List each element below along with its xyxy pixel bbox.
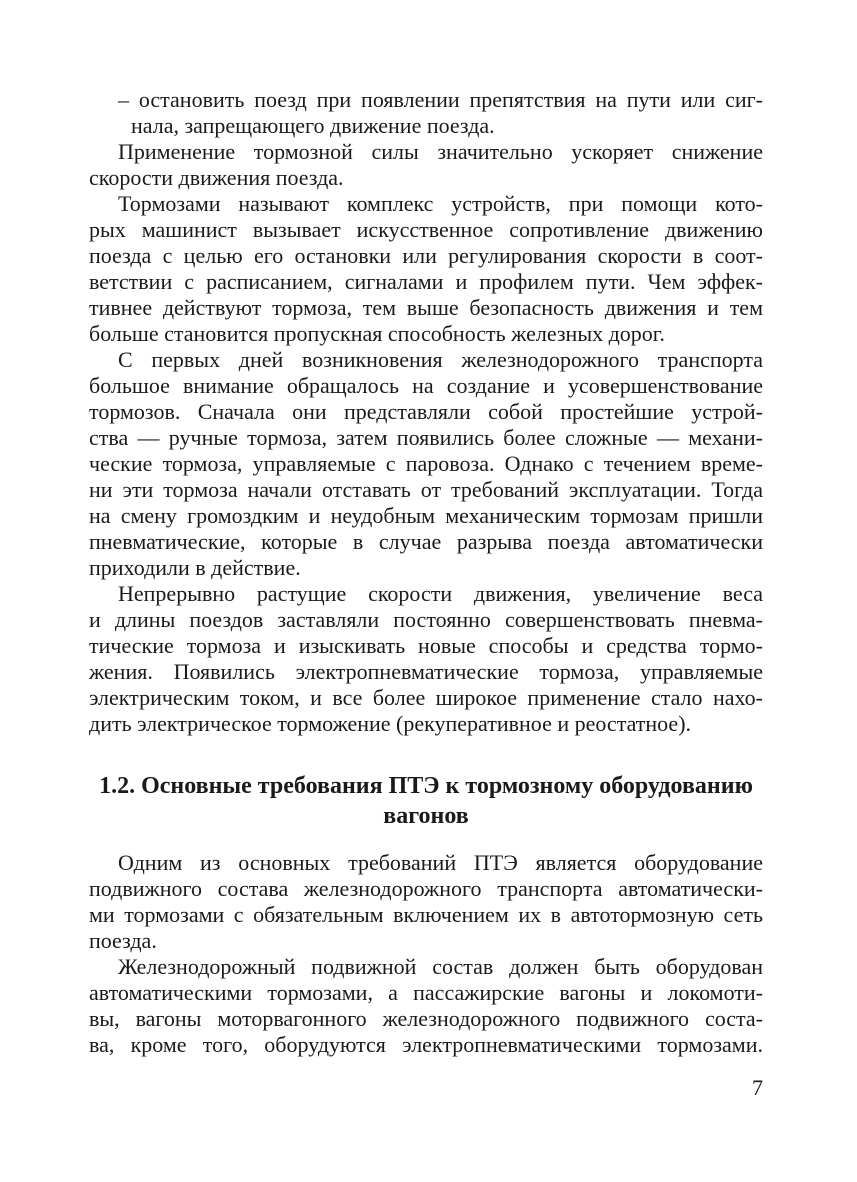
text-line: ветствии с расписанием, сигналами и профилем пути. Чем эффек- [89, 269, 763, 294]
text-line: тивнее действуют тормоза, тем выше безопасность движения и тем [89, 295, 763, 320]
section-heading [89, 771, 763, 831]
text-line: С первых дней возникновения железнодорожного транспорта [118, 347, 763, 372]
text-line: дить электрическое торможение (рекуперативное и реостатное). [89, 711, 692, 736]
text-line: больше становится пропускная способность железных дорог. [89, 321, 665, 346]
text-line: Тормозами называют комплекс устройств, при помощи кото- [118, 191, 763, 216]
text-block-requirements [89, 850, 763, 1058]
text-line: тические тормоза и изыскивать новые способы и средства тормо- [89, 633, 763, 658]
text-line: и длины поездов заставляли постоянно совершенствовать пневма- [89, 607, 763, 632]
section-heading-line: вагонов [383, 803, 469, 829]
text-line: тормозов. Сначала они представляли собой простейшие устрой- [89, 399, 763, 424]
text-line: подвижного состава железнодорожного транспорта автоматически- [89, 876, 763, 901]
text-line: нала, запрещающего движение поезда. [131, 113, 495, 138]
text-line: ва, кроме того, оборудуются электропневматическими тормозами. [89, 1032, 763, 1057]
text-block-intro [89, 87, 763, 737]
text-line: скорости движения поезда. [89, 165, 344, 190]
text-line: Железнодорожный подвижной состав должен быть оборудован [118, 954, 763, 979]
text-line: вы, вагоны моторвагонного железнодорожного подвижного соста- [89, 1006, 763, 1031]
text-line: Непрерывно растущие скорости движения, увеличение веса [118, 581, 763, 606]
text-line: большое внимание обращалось на создание и усовершенствование [89, 373, 763, 398]
text-line: ства — ручные тормоза, затем появились более сложные — механи- [89, 425, 763, 450]
text-line: жения. Появились электропневматические тормоза, управляемые [89, 659, 763, 684]
text-line: Одним из основных требований ПТЭ является оборудование [118, 850, 763, 875]
text-line: на смену громоздким и неудобным механическим тормозам пришли [89, 503, 763, 528]
text-line: приходили в действие. [89, 555, 301, 580]
page-number: 7 [752, 1075, 763, 1100]
text-line: поезда с целью его остановки или регулирования скорости в соот- [89, 243, 763, 268]
text-line: ми тормозами с обязательным включением их в автотормозную сеть [89, 902, 763, 927]
text-line: Применение тормозной силы значительно ускоряет снижение [118, 139, 763, 164]
text-line: поезда. [89, 928, 157, 953]
bullet-line: – остановить поезд при появлении препятствия на пути или сиг- [118, 87, 763, 112]
text-line: электрическим током, и все более широкое применение стало нахо- [89, 685, 763, 710]
text-line: автоматическими тормозами, а пассажирские вагоны и локомоти- [89, 980, 763, 1005]
text-line: ческие тормоза, управляемые с паровоза. Однако с течением време- [89, 451, 763, 476]
text-line: рых машинист вызывает искусственное сопротивление движению [89, 217, 763, 242]
section-heading-line: 1.2. Основные требования ПТЭ к тормозному оборудованию [99, 773, 753, 799]
text-line: ни эти тормоза начали отставать от требований эксплуатации. Тогда [89, 477, 763, 502]
text-line: пневматические, которые в случае разрыва поезда автоматически [89, 529, 763, 554]
